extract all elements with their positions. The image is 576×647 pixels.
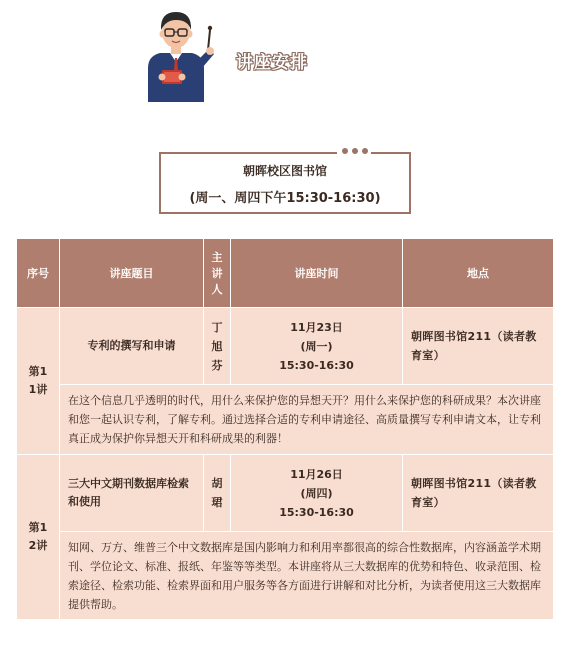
teacher-illustration [134, 6, 226, 102]
lecture-description: 知网、万方、维普三个中文数据库是国内影响力和利用率都很高的综合性数据库，内容涵盖学术期刊、学位论文、标准、报纸、年鉴等等类型。本讲座将从三大数据库的优势和特色、收录范围、检索途径、检索功能、检索界面和用户服务等各方面进行讲解和对比分析，为读者使用这三大数据库提供帮助。 [60, 532, 554, 620]
table-row [17, 308, 554, 385]
header-banner [0, 0, 576, 120]
lecture-number: 第1 2讲 [17, 455, 60, 620]
venue-time: (周一、周四下午15:30-16:30) [189, 191, 381, 206]
lecture-speaker: 丁 旭 芬 [204, 308, 231, 385]
header-speaker: 主 讲 人 [204, 239, 231, 308]
header-time: 讲座时间 [231, 239, 403, 308]
lecture-place: 朝晖图书馆211（读者教育室） [403, 455, 554, 532]
venue-name: 朝晖校区图书馆 [242, 164, 327, 178]
lecture-place: 朝晖图书馆211（读者教育室） [403, 308, 554, 385]
venue-box [159, 152, 411, 214]
section-title: 讲座安排 [236, 53, 308, 73]
lecture-schedule-table [16, 238, 554, 620]
header-num: 序号 [17, 239, 60, 308]
lecture-topic: 专利的撰写和申请 [60, 308, 204, 385]
lecture-number: 第1 1讲 [17, 308, 60, 455]
table-header-row [17, 239, 554, 308]
lecture-description: 在这个信息几乎透明的时代，用什么来保护您的异想天开？用什么来保护您的科研成果？本次讲座和您一起认识专利，了解专利。通过选择合适的专利申请途径、高质量撰写专利申请文本，让专利真正成为保护你异想天开和科研成果的利器！ [60, 385, 554, 455]
header-place: 地点 [403, 239, 554, 308]
header-topic: 讲座题目 [60, 239, 204, 308]
lecture-time: 11月26日 (周四) 15:30-16:30 [231, 455, 403, 532]
decorative-dots [342, 148, 368, 154]
lecture-time: 11月23日 (周一) 15:30-16:30 [231, 308, 403, 385]
table-row [17, 455, 554, 532]
table-row-description [17, 385, 554, 455]
lecture-topic: 三大中文期刊数据库检索和使用 [60, 455, 204, 532]
table-row-description [17, 532, 554, 620]
lecture-speaker: 胡 珺 [204, 455, 231, 532]
